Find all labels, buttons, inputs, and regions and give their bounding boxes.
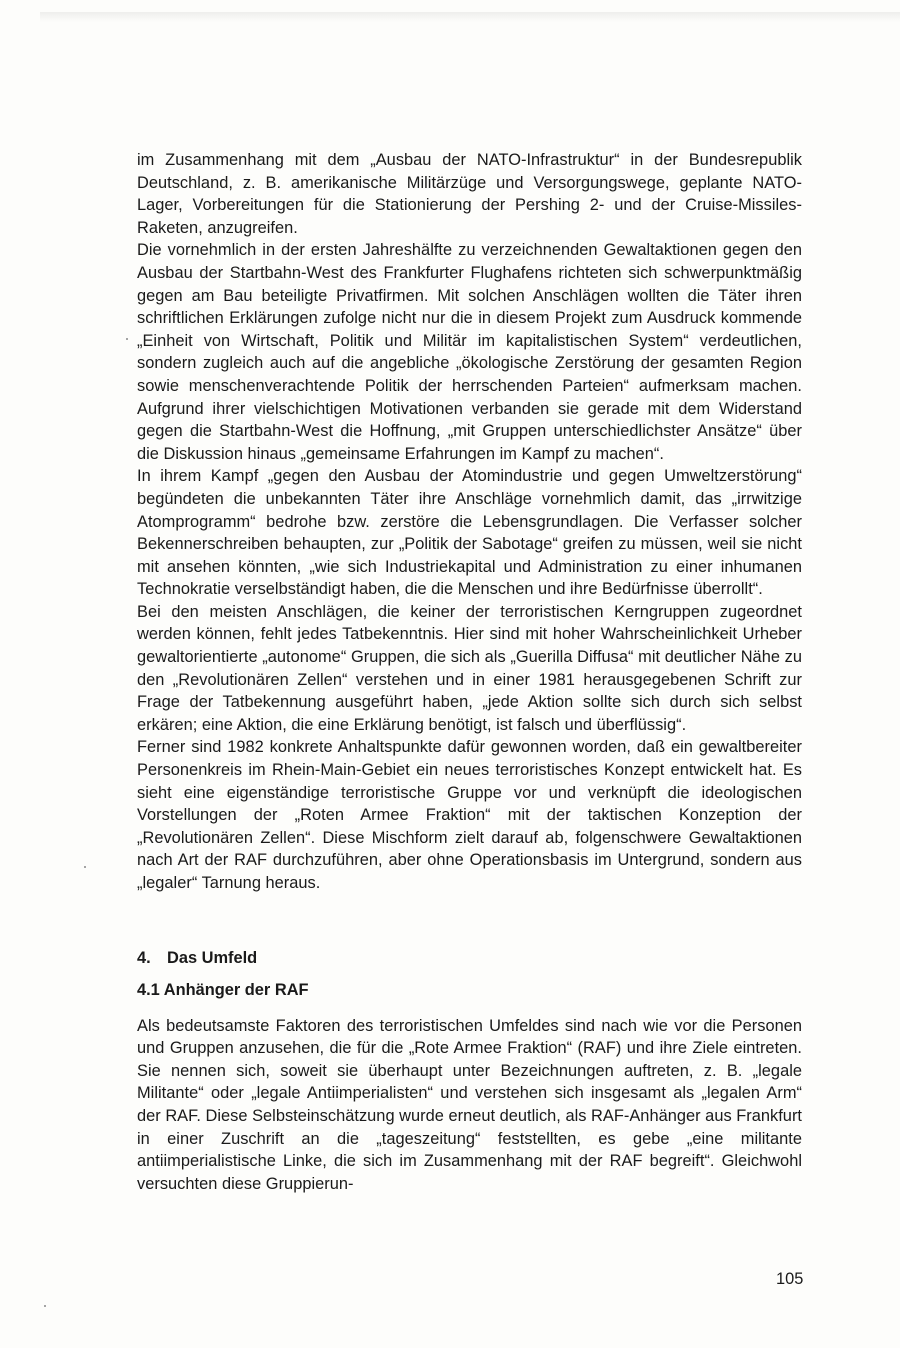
scan-speck [84, 866, 86, 868]
section-number: 4. [137, 948, 151, 967]
page-body [137, 149, 802, 1195]
scan-speck [44, 1305, 46, 1307]
paragraph: Ferner sind 1982 konkrete Anhaltspunkte dafür gewonnen worden, daß ein gewaltbereiter Personenkreis im Rhein-Main-Gebiet ein neues terroristisches Konzept entwickelt hat. Es sieht eine eigenständige terroristische Gruppe vor und verknüpft die ideologischen Vorstellungen der „Roten Armee Fraktion“ mit der taktischen Konzeption der „Revolutionären Zellen“. Diese Mischform zielt darauf ab, folgenschwere Gewaltaktionen nach Art der RAF durchzuführen, aber ohne Operationsbasis im Untergrund, sondern aus „legaler“ Tarnung heraus. [137, 738, 802, 892]
scan-top-edge [40, 12, 900, 22]
section-heading [137, 947, 802, 969]
page-number: 105 [776, 1270, 804, 1288]
paragraph: im Zusammenhang mit dem „Ausbau der NATO-Infrastruktur“ in der Bundesrepublik Deutschland, z. B. amerikanische Militärzüge und Versorgungswege, geplante NATO-Lager, Vorbereitungen für die Stationierung der Pershing 2- und der Cruise-Missiles-Raketen, anzugreifen. [137, 151, 802, 237]
paragraph: Die vornehmlich in der ersten Jahreshälfte zu verzeichnenden Gewaltaktionen gegen den Ausbau der Startbahn-West des Frankfurter Flughafens richteten sich schwerpunktmäßig gegen am Bau beteiligte Privatfirmen. Mit solchen Anschlägen wollten die Täter ihren schriftlichen Erklärungen zufolge nicht nur die in diesem Projekt zum Ausdruck kommende „Einheit von Wirtschaft, Politik und Militär im kapitalistischen System“ verdeutlichen, sondern zugleich auch auf die angebliche „ökologische Zerstörung der gesamten Region sowie menschenverachtende Politik der herrschenden Parteien“ aufmerksam machen. Aufgrund ihrer vielschichtigen Motivationen verbanden sie gerade mit dem Widerstand gegen die Startbahn-West die Hoffnung, „mit Gruppen unterschiedlichster Ansätze“ über die Diskussion hinaus „gemeinsame Erfahrungen im Kampf zu machen“. [137, 241, 802, 463]
section-spacer [137, 895, 802, 947]
paragraph: In ihrem Kampf „gegen den Ausbau der Atomindustrie und gegen Umweltzerstörung“ begündeten die unbekannten Täter ihre Anschläge vornehmlich damit, das „irrwitzige Atomprogramm“ bedrohe bzw. zerstöre die Lebensgrundlagen. Die Verfasser solcher Bekennerschreiben behaupten, zur „Politik der Sabotage“ greifen zu müssen, weil sie nicht mit ansehen könnten, „wie sich Industriekapital und Administration zu einer inhumanen Technokratie verselbständigt haben, die die Menschen und ihre Bedürfnisse überrollt“. [137, 467, 802, 599]
section-title: Das Umfeld [167, 948, 258, 967]
subsection-heading [137, 979, 802, 1001]
scan-speck [126, 338, 128, 340]
subsection-title: Anhänger der RAF [163, 980, 309, 999]
paragraph: Als bedeutsamste Faktoren des terroristischen Umfeldes sind nach wie vor die Personen und Gruppen anzusehen, die für die „Rote Armee Fraktion“ (RAF) und ihre Ziele eintreten. Sie nennen sich, soweit sie überhaupt unter Bezeichnungen auftreten, z. B. „legale Militante“ oder „legale Antiimperialisten“ und verstehen sich insgesamt als „legalen Arm“ der RAF. Diese Selbsteinschätzung wurde erneut deutlich, als RAF-Anhänger aus Frankfurt in einer Zuschrift an die „tageszeitung“ feststellten, es gebe „eine militante antiimperialistische Linke, die sich im Zusammenhang mit der RAF begreift“. Gleichwohl versuchten diese Gruppierun- [137, 1016, 802, 1193]
paragraph: Bei den meisten Anschlägen, die keiner der terroristischen Kerngruppen zugeordnet werden können, fehlt jedes Tatbekenntnis. Hier sind mit hoher Wahrscheinlichkeit Urheber gewaltorientierte „autonome“ Gruppen, die sich als „Guerilla Diffusa“ mit deutlicher Nähe zu den „Revolutionären Zellen“ verstehen und in einer 1981 herausgegebenen Schrift zur Frage der Tatbekennung ausgeführt haben, „jede Aktion sollte sich durch sich selbst erkären; eine Aktion, die eine Erklärung benötigt, ist falsch und überflüssig“. [137, 602, 802, 734]
subsection-number: 4.1 [137, 980, 160, 999]
